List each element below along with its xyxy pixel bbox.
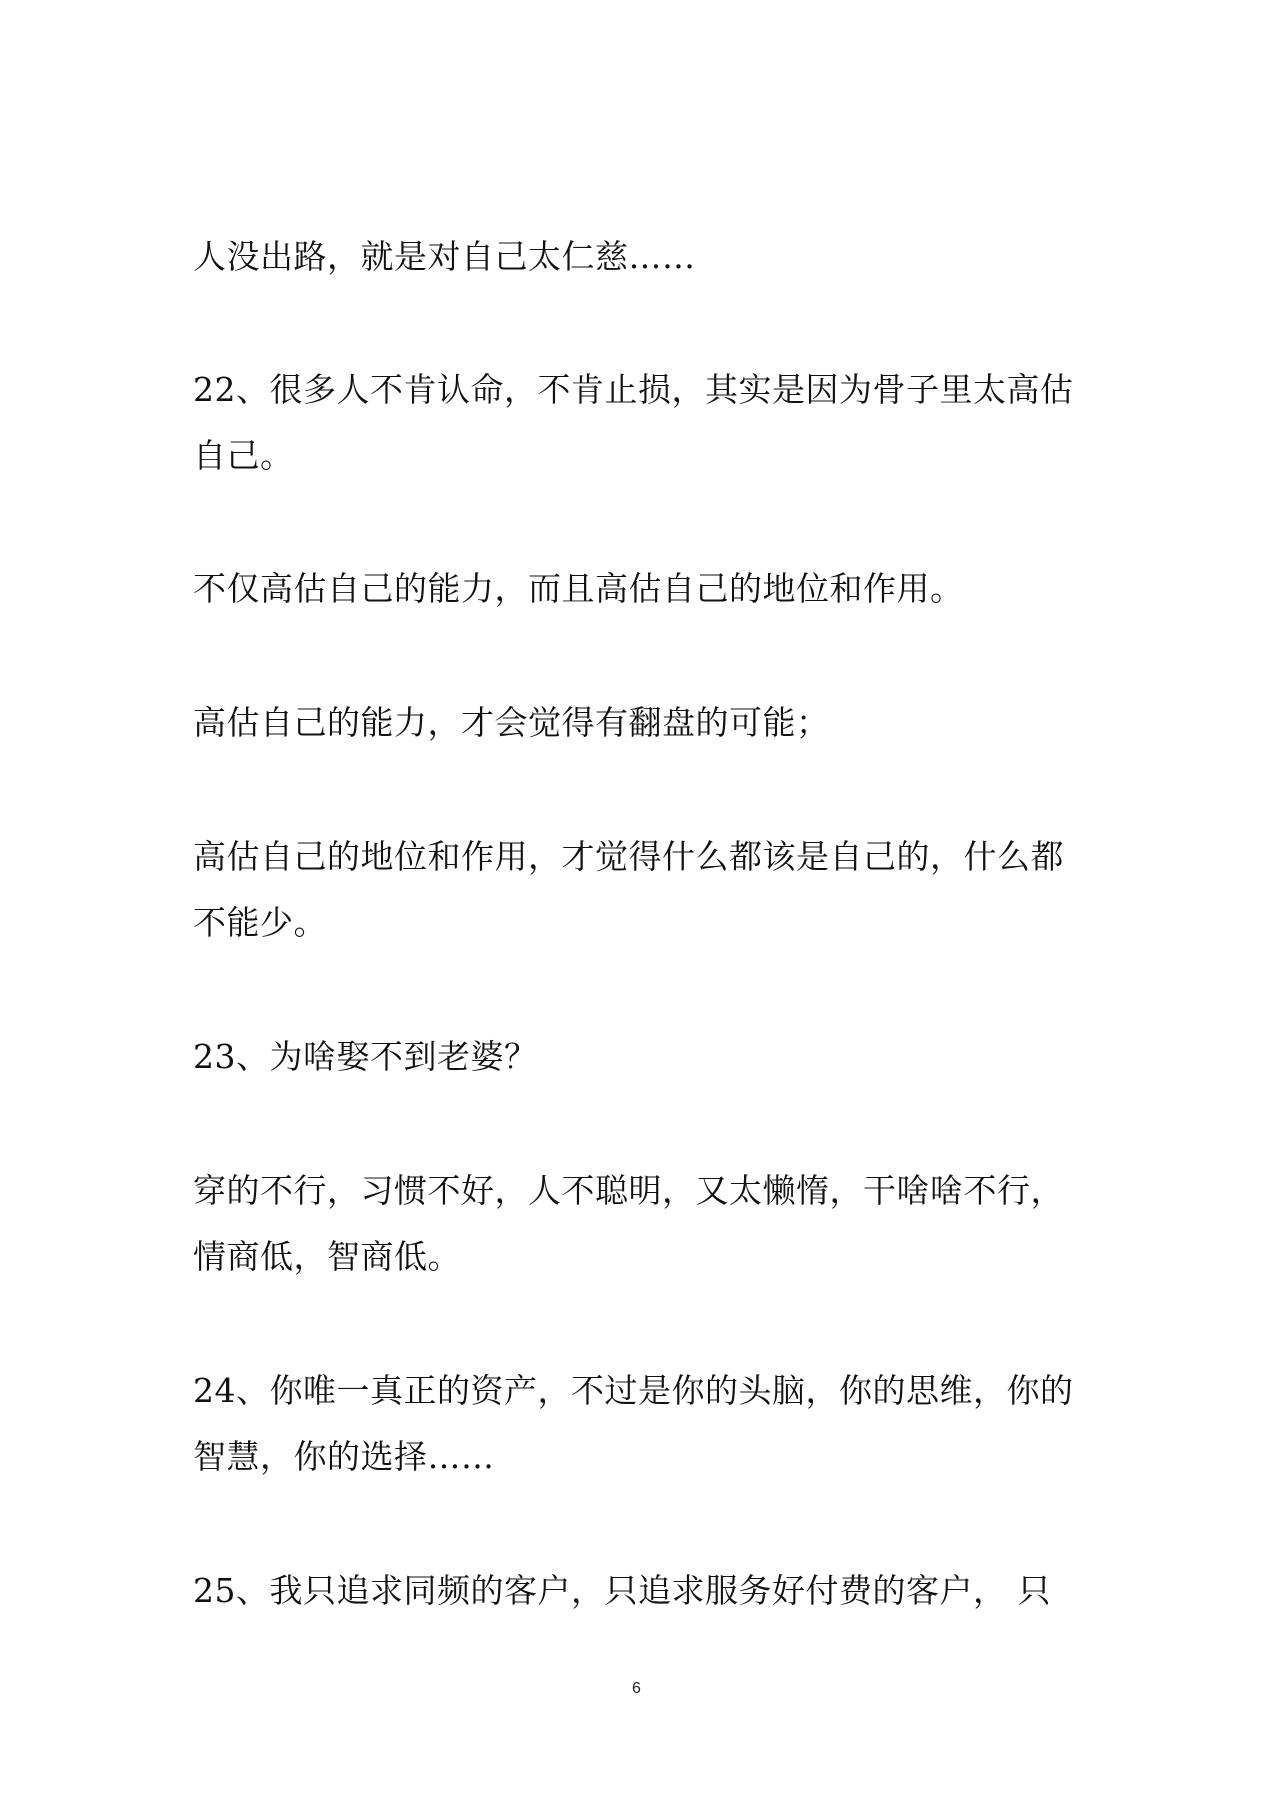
paragraph-item-24 bbox=[193, 1358, 1093, 1490]
text-line: 高估自己的地位和作用，才觉得什么都该是自己的，什么都 bbox=[193, 837, 1064, 876]
text-line: 24、你唯一真正的资产，不过是你的头脑，你的思维，你的 bbox=[193, 1371, 1074, 1410]
paragraph-5 bbox=[193, 824, 1093, 956]
page-number: 6 bbox=[632, 1680, 641, 1697]
text-line: 人没出路，就是对自己太仁慈…… bbox=[193, 237, 696, 276]
text-line: 22、很多人不肯认命，不肯止损，其实是因为骨子里太高估 bbox=[193, 370, 1074, 409]
text-line: 智慧，你的选择…… bbox=[193, 1437, 495, 1476]
paragraph-7 bbox=[193, 1158, 1093, 1290]
text-line: 不仅高估自己的能力，而且高估自己的地位和作用。 bbox=[193, 569, 964, 608]
text-line: 23、为啥娶不到老婆？ bbox=[193, 1037, 538, 1076]
text-line: 高估自己的能力，才会觉得有翻盘的可能； bbox=[193, 703, 830, 742]
text-line: 25、我只追求同频的客户，只追求服务好付费的客户， 只 bbox=[193, 1571, 1051, 1610]
paragraph-item-23 bbox=[193, 1024, 1093, 1090]
text-line: 不能少。 bbox=[193, 903, 327, 942]
paragraph-3 bbox=[193, 556, 1093, 622]
paragraph-1 bbox=[193, 224, 1093, 290]
paragraph-4 bbox=[193, 690, 1093, 756]
text-line: 情商低，智商低。 bbox=[193, 1237, 461, 1276]
text-line: 自己。 bbox=[193, 436, 294, 475]
paragraph-item-25 bbox=[193, 1558, 1093, 1624]
paragraph-item-22 bbox=[193, 357, 1093, 489]
text-line: 穿的不行，习惯不好，人不聪明，又太懒惰，干啥啥不行， bbox=[193, 1171, 1064, 1210]
